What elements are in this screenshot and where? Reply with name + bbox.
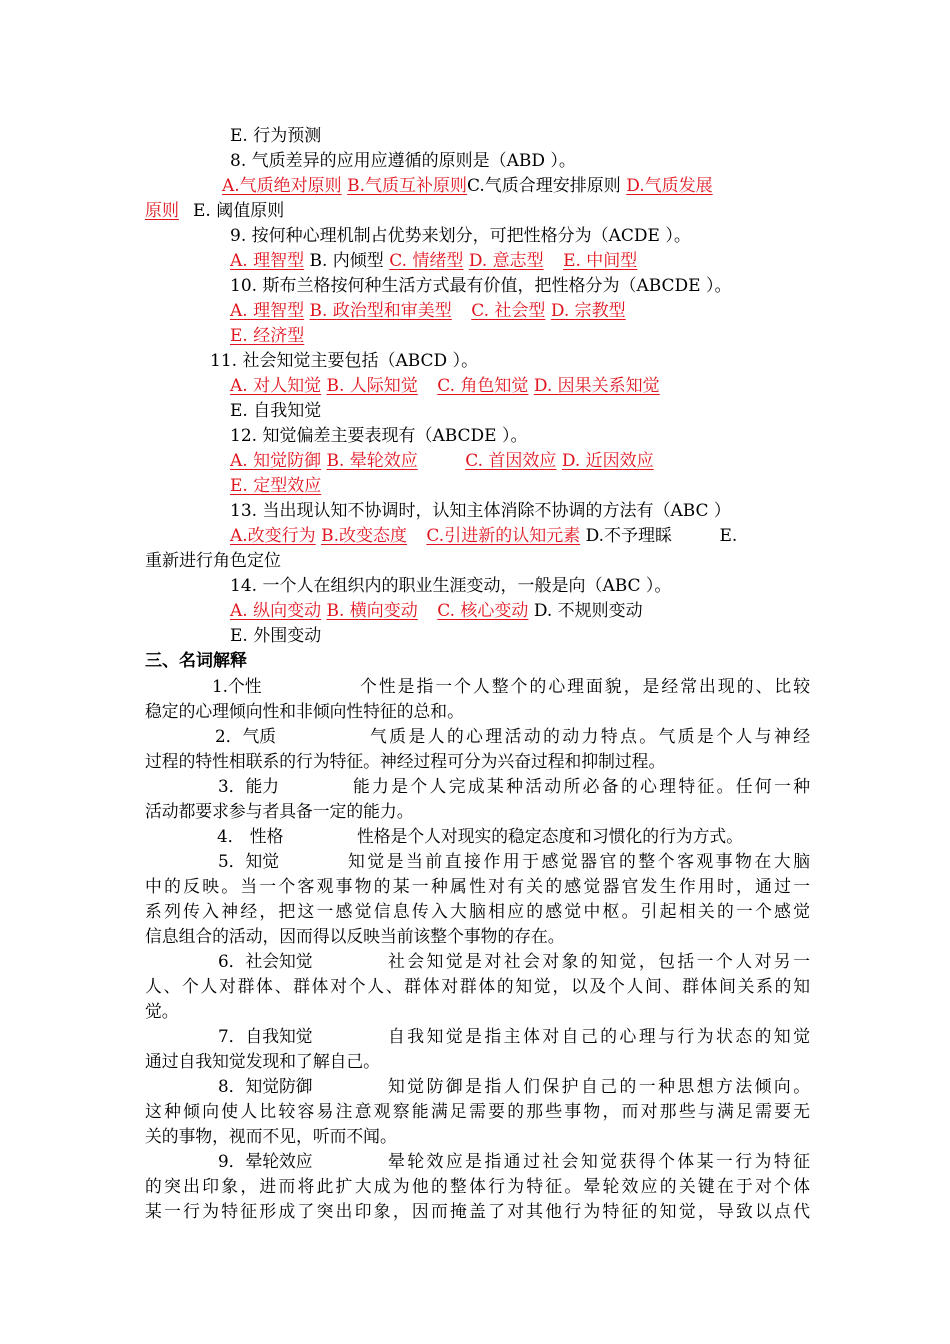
- q9-option-c: C. 情绪型: [389, 251, 464, 271]
- q9-option-d: D. 意志型: [468, 251, 544, 271]
- q8-option-e: E. 阈值原则: [193, 201, 285, 221]
- q11-options: [230, 374, 810, 399]
- definition-1-cont: 稳定的心理倾向性和非倾向性特征的总和。: [145, 701, 464, 721]
- definition-3-cont: 活动都要求参与者具备一定的能力。: [145, 801, 414, 821]
- definition-9-cont: 的突出印象，进而将此扩大成为他的整体行为特征。晕轮效应的关键在于对个体: [145, 1176, 810, 1196]
- definition-text: 晕轮效应是指通过社会知觉获得个体某一行为特征: [388, 1151, 810, 1171]
- q13-stem: 13. 当出现认知不协调时，认知主体消除不协调的方法有（ABC ）: [230, 501, 731, 521]
- definition-3: [145, 774, 810, 799]
- definition-text: 个性是指一个人整个的心理面貌，是经常出现的、比较: [360, 676, 810, 696]
- definition-8-cont: 这种倾向使人比较容易注意观察能满足需要的那些事物，而对那些与满足需要无: [145, 1101, 810, 1121]
- q8-option-d: D.气质发展: [626, 176, 713, 196]
- q8-options-line2: [145, 199, 810, 224]
- definition-8: [145, 1074, 810, 1099]
- definition-text: 能力是个人完成某种活动所必备的心理特征。任何一种: [353, 776, 810, 796]
- q11-option-b: B. 人际知觉: [326, 376, 418, 396]
- q10-option-e-line: [230, 324, 810, 349]
- q10-stem: 10. 斯布兰格按何种生活方式最有价值，把性格分为（ABCDE ）。: [230, 276, 732, 296]
- q10-option-c: C. 社会型: [471, 301, 546, 321]
- q11-option-e: E. 自我知觉: [230, 401, 322, 421]
- definition-7: [145, 1024, 810, 1049]
- q12-stem: 12. 知觉偏差主要表现有（ABCDE ）。: [230, 426, 528, 446]
- q13-options: [230, 524, 810, 549]
- definition-1: [145, 674, 810, 699]
- q14-option-c: C. 核心变动: [437, 601, 529, 621]
- definition-5-cont: 系列传入神经，把这一感觉信息传入大脑相应的感觉中枢。引起相关的一个感觉: [145, 901, 810, 921]
- q10-option-a: A. 理智型: [230, 301, 305, 321]
- q14-option-d: D. 不规则变动: [533, 601, 643, 621]
- q11-option-c: C. 角色知觉: [437, 376, 529, 396]
- q14-options: [230, 599, 810, 624]
- q12-option-d: D. 近因效应: [561, 451, 654, 471]
- definition-9-cont: 某一行为特征形成了突出印象，因而掩盖了对其他行为特征的知觉，导致以点代: [145, 1201, 810, 1221]
- definition-text: 知觉防御是指人们保护自己的一种思想方法倾向。: [388, 1076, 810, 1096]
- q12-options: [230, 449, 810, 474]
- definition-2-cont: 过程的特性相联系的行为特征。神经过程可分为兴奋过程和抑制过程。: [145, 751, 666, 771]
- definition-6-cont: 人、个人对群体、群体对个人、群体对群体的知觉，以及个人间、群体间关系的知: [145, 976, 810, 996]
- definition-term: 3．能力: [218, 776, 280, 796]
- q9-option-b: B. 内倾型: [309, 251, 384, 271]
- q12-option-c: C. 首因效应: [465, 451, 557, 471]
- definition-term: 6．社会知觉: [218, 951, 313, 971]
- definition-text: 知觉是当前直接作用于感觉器官的整个客观事物在大脑: [348, 851, 810, 871]
- q13-option-e-cont: 重新进行角色定位: [145, 551, 281, 571]
- definition-term: 9．晕轮效应: [218, 1151, 313, 1171]
- q7-option-e: E. 行为预测: [230, 126, 322, 146]
- definition-term: 7．自我知觉: [218, 1026, 313, 1046]
- q12-option-b: B. 晕轮效应: [326, 451, 418, 471]
- q8-option-b: B.气质互补原则: [347, 176, 467, 196]
- definition-text: 自我知觉是指主体对自己的心理与行为状态的知觉: [388, 1026, 810, 1046]
- q9-option-a: A. 理智型: [230, 251, 305, 271]
- q8-option-a: A.气质绝对原则: [222, 176, 342, 196]
- q10-option-e: E. 经济型: [230, 326, 305, 346]
- q11-stem: 11. 社会知觉主要包括（ABCD ）。: [210, 351, 479, 371]
- q13-option-b: B.改变态度: [321, 526, 407, 546]
- q9-option-e: E. 中间型: [563, 251, 638, 271]
- q10-options: [230, 299, 810, 324]
- q12-option-e-line: [230, 474, 810, 499]
- q9-stem: 9. 按何种心理机制占优势来划分，可把性格分为（ACDE ）。: [230, 226, 691, 246]
- q8-options-line1: [222, 174, 810, 199]
- definition-9: [145, 1149, 810, 1174]
- definition-5-cont: 信息组合的活动，因而得以反映当前该整个事物的存在。: [145, 926, 565, 946]
- definition-text: 社会知觉是对社会对象的知觉，包括一个人对另一: [388, 951, 810, 971]
- definition-text: 性格是个人对现实的稳定态度和习惯化的行为方式。: [357, 826, 743, 846]
- definition-2: [145, 724, 810, 749]
- q13-option-c: C.引进新的认知元素: [426, 526, 581, 546]
- q11-option-d: D. 因果关系知觉: [533, 376, 660, 396]
- q14-stem: 14. 一个人在组织内的职业生涯变动，一般是向（ABC ）。: [230, 576, 672, 596]
- definition-text: 气质是人的心理活动的动力特点。气质是个人与神经: [370, 726, 810, 746]
- definition-term: 8．知觉防御: [218, 1076, 313, 1096]
- definition-term: 2．气质: [215, 726, 277, 746]
- definition-term: 5．知觉: [218, 851, 280, 871]
- definition-4: [145, 824, 810, 849]
- definition-7-cont: 通过自我知觉发现和了解自己。: [145, 1051, 380, 1071]
- definition-5-cont: 中的反映。当一个客观事物的某一种属性对有关的感觉器官发生作用时，通过一: [145, 876, 810, 896]
- q8-option-c: C.气质合理安排原则: [467, 176, 621, 196]
- q13-option-e: E.: [719, 526, 738, 546]
- definition-6-cont: 觉。: [145, 1001, 179, 1021]
- q13-option-a: A.改变行为: [230, 526, 316, 546]
- q8-stem: 8. 气质差异的应用应遵循的原则是（ABD ）。: [230, 151, 576, 171]
- q12-option-a: A. 知觉防御: [230, 451, 322, 471]
- q12-option-e: E. 定型效应: [230, 476, 322, 496]
- q10-option-d: D. 宗教型: [550, 301, 626, 321]
- definition-term: 1.个性: [212, 676, 262, 696]
- section-heading: 三、名词解释: [145, 651, 247, 671]
- definition-5: [145, 849, 810, 874]
- definition-6: [145, 949, 810, 974]
- q14-option-a: A. 纵向变动: [230, 601, 322, 621]
- q14-option-b: B. 横向变动: [326, 601, 418, 621]
- q13-option-d: D.不予理睬: [585, 526, 673, 546]
- q9-options: [230, 249, 810, 274]
- q11-option-a: A. 对人知觉: [230, 376, 322, 396]
- definition-8-cont: 关的事物，视而不见，听而不闻。: [145, 1126, 397, 1146]
- q14-option-e: E. 外围变动: [230, 626, 322, 646]
- q8-option-d-cont: 原则: [145, 201, 179, 221]
- q10-option-b: B. 政治型和审美型: [309, 301, 452, 321]
- definition-term: 4． 性格: [217, 826, 284, 846]
